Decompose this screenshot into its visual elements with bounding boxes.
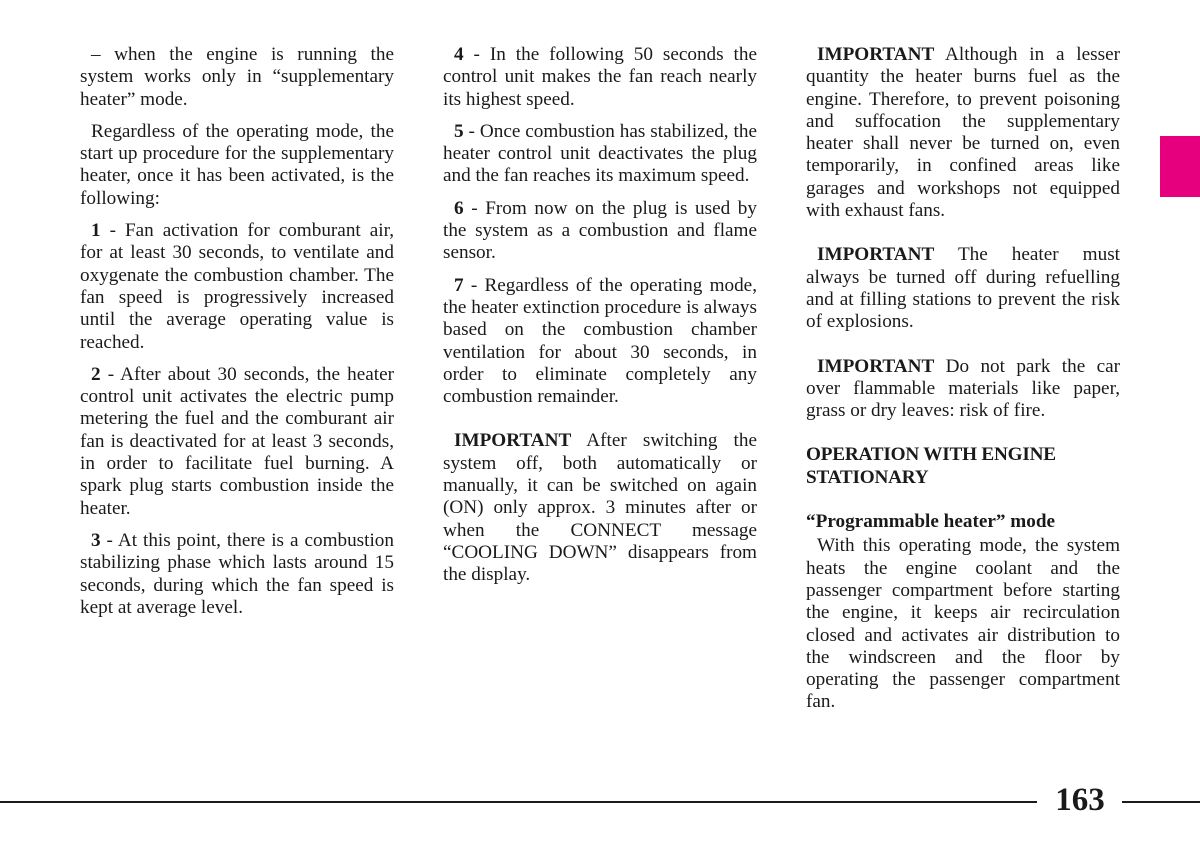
important-label: IMPORTANT bbox=[817, 44, 935, 65]
step-5 bbox=[443, 121, 757, 188]
section-heading-line-2: STATIONARY bbox=[806, 466, 929, 488]
step-6-text: - From now on the plug is used by the system as a combustion and flame sensor. bbox=[443, 197, 757, 264]
step-1-text: - Fan activation for comburant air, for at least 30 seconds, to ventilate and oxygenate the combustion chamber. The fan speed is progressively increased until the average operating value is reached. bbox=[80, 220, 394, 353]
step-7-number: 7 bbox=[454, 274, 464, 296]
footer-rule-left bbox=[0, 801, 1037, 803]
paragraph-startup-intro: Regardless of the operating mode, the start up procedure for the supplementary heater, once it has been activated, is the following: bbox=[80, 120, 394, 209]
important-note-text: After switching the system off, both automatically or manually, it can be switched on again (ON) only approx. 3 minutes after or when the CONNECT message “COOLING DOWN” disappears from the display. bbox=[443, 430, 757, 586]
important-note-text: Do not park the car over flammable materials like paper, grass or dry leaves: risk of fire. bbox=[806, 355, 1120, 422]
important-note-restart bbox=[443, 430, 757, 586]
step-5-text: - Once combustion has stabilized, the heater control unit deactivates the plug and the fan reaches its maximum speed. bbox=[443, 120, 757, 187]
step-2 bbox=[80, 364, 394, 520]
important-label: IMPORTANT bbox=[454, 430, 572, 452]
important-note-refuelling bbox=[806, 244, 1120, 333]
section-heading bbox=[806, 444, 1120, 489]
section-heading-line-1: OPERATION WITH ENGINE bbox=[806, 444, 1056, 466]
step-3 bbox=[80, 530, 394, 619]
step-6 bbox=[443, 198, 757, 265]
footer-rule-right bbox=[1122, 801, 1200, 803]
page-number: 163 bbox=[1055, 782, 1105, 818]
important-note-confined-areas bbox=[806, 44, 1120, 222]
important-note-text: Although in a lesser quantity the heater burns fuel as the engine. Therefore, to prevent poisoning and suffocation the supplementary heater shall never be turned on, even temporarily, in confined areas like garages and workshops not equipped with exhaust fans. bbox=[806, 44, 1120, 222]
step-4-number: 4 bbox=[454, 44, 464, 65]
important-note-text: The heater must always be turned off during refuelling and at filling stations to prevent the risk of explosions. bbox=[806, 244, 1120, 333]
important-label: IMPORTANT bbox=[817, 355, 935, 377]
step-7 bbox=[443, 275, 757, 409]
section-tab-marker bbox=[1160, 136, 1200, 197]
step-2-text: - After about 30 seconds, the heater control unit activates the electric pump metering the fuel and the comburant air fan is deactivated for at least 3 seconds, in order to facilitate fuel burning. A spark plug starts combustion inside the heater. bbox=[80, 363, 394, 519]
column-left bbox=[80, 44, 394, 629]
important-label: IMPORTANT bbox=[817, 244, 935, 266]
step-4-text: - In the following 50 seconds the control unit makes the fan reach nearly its highest speed. bbox=[443, 44, 757, 110]
step-2-number: 2 bbox=[91, 363, 101, 385]
step-1-number: 1 bbox=[91, 220, 101, 242]
paragraph-running-engine: – when the engine is running the system works only in “supplementary heater” mode. bbox=[80, 44, 394, 110]
step-5-number: 5 bbox=[454, 120, 464, 142]
step-7-text: - Regardless of the operating mode, the heater extinction procedure is always based on the combustion chamber ventilation for about 30 seconds, in order to eliminate completely any combustion remainder. bbox=[443, 274, 757, 408]
column-middle bbox=[443, 44, 757, 597]
step-3-text: - At this point, there is a combustion stabilizing phase which lasts around 15 seconds, during which the fan speed is kept at average level. bbox=[80, 529, 394, 618]
step-4 bbox=[443, 44, 757, 111]
step-3-number: 3 bbox=[91, 529, 101, 551]
subsection-heading: “Programmable heater” mode bbox=[806, 511, 1056, 533]
paragraph-programmable-mode: With this operating mode, the system heats the engine coolant and the passenger compartment before starting the engine, it keeps air recirculation closed and activates air distribution to the windscreen and the floor by operating the passenger compartment fan. bbox=[806, 535, 1120, 713]
column-right bbox=[806, 44, 1120, 724]
step-6-number: 6 bbox=[454, 197, 464, 219]
important-note-flammable bbox=[806, 356, 1120, 423]
step-1 bbox=[80, 220, 394, 354]
